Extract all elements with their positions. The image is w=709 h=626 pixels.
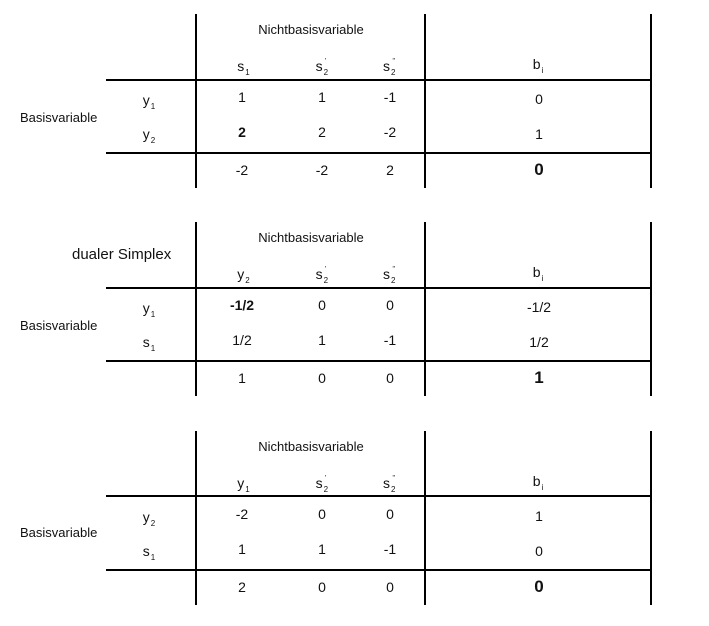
b-header: $b_i$ bbox=[532, 56, 544, 75]
cell-b: 0 bbox=[535, 91, 543, 107]
cell: -1 bbox=[383, 89, 397, 105]
row-group-label: Basisvariable bbox=[20, 110, 98, 125]
row-group-label: Basisvariable bbox=[20, 318, 98, 333]
nonbasic-header: Nichtbasisvariable bbox=[258, 230, 364, 245]
cell: 1/2 bbox=[232, 332, 252, 348]
total-cell: 2 bbox=[238, 579, 246, 595]
row-var-2: $y_2$ bbox=[142, 126, 156, 145]
divider bbox=[424, 14, 426, 188]
simplex-tableau-1 bbox=[0, 14, 709, 204]
divider bbox=[106, 287, 652, 289]
divider bbox=[195, 222, 197, 396]
total-cell: 0 bbox=[386, 579, 394, 595]
cell-b: -1/2 bbox=[526, 299, 552, 315]
total-cell: -2 bbox=[315, 162, 329, 178]
cell: -1 bbox=[383, 332, 397, 348]
cell: 1 bbox=[318, 541, 326, 557]
col-header-3: $s_2^"$ bbox=[383, 266, 396, 285]
row-var-1: $y_2$ bbox=[142, 509, 156, 528]
divider bbox=[650, 14, 652, 188]
col-header-2: $s_2'$ bbox=[315, 475, 329, 494]
row-var-2: $s_1$ bbox=[142, 334, 156, 353]
pivot-cell: -1/2 bbox=[229, 297, 255, 313]
divider bbox=[195, 431, 197, 605]
dualer-simplex-title: dualer Simplex bbox=[72, 246, 172, 263]
col-header-1: $y_2$ bbox=[237, 266, 250, 285]
row-var-1: $y_1$ bbox=[142, 300, 156, 319]
divider bbox=[424, 431, 426, 605]
cell: 0 bbox=[318, 297, 326, 313]
objective-value: 1 bbox=[534, 368, 544, 387]
col-header-2: $s_2'$ bbox=[315, 266, 329, 285]
simplex-tableau-3 bbox=[0, 431, 709, 621]
row-var-1: $y_1$ bbox=[142, 92, 156, 111]
divider bbox=[106, 79, 652, 81]
row-var-2: $s_1$ bbox=[142, 543, 156, 562]
nonbasic-header: Nichtbasisvariable bbox=[258, 439, 364, 454]
cell: 1 bbox=[238, 89, 246, 105]
row-group-label: Basisvariable bbox=[20, 525, 98, 540]
total-cell: 0 bbox=[318, 370, 326, 386]
total-cell: 1 bbox=[238, 370, 246, 386]
cell: -2 bbox=[235, 506, 249, 522]
cell: 1 bbox=[318, 332, 326, 348]
col-header-1: $y_1$ bbox=[237, 475, 250, 494]
divider bbox=[106, 360, 652, 362]
divider bbox=[650, 222, 652, 396]
pivot-cell: 2 bbox=[238, 124, 246, 140]
simplex-tableau-2 bbox=[0, 222, 709, 412]
cell-b: 1/2 bbox=[529, 334, 549, 350]
col-header-1: $s_1$ bbox=[237, 58, 250, 77]
divider bbox=[195, 14, 197, 188]
cell-b: 1 bbox=[535, 126, 543, 142]
cell-b: 1 bbox=[535, 508, 543, 524]
cell: -2 bbox=[383, 124, 397, 140]
nonbasic-header: Nichtbasisvariable bbox=[258, 22, 364, 37]
divider bbox=[106, 569, 652, 571]
col-header-3: $s_2^"$ bbox=[383, 475, 396, 494]
cell: 0 bbox=[386, 297, 394, 313]
total-cell: 0 bbox=[386, 370, 394, 386]
total-cell: 2 bbox=[386, 162, 394, 178]
cell: 0 bbox=[386, 506, 394, 522]
cell: 1 bbox=[238, 541, 246, 557]
divider bbox=[424, 222, 426, 396]
b-header: $b_i$ bbox=[532, 264, 544, 283]
divider bbox=[650, 431, 652, 605]
cell: 0 bbox=[318, 506, 326, 522]
col-header-3: $s_2^"$ bbox=[383, 58, 396, 77]
total-cell: -2 bbox=[235, 162, 249, 178]
divider bbox=[106, 495, 652, 497]
b-header: $b_i$ bbox=[532, 473, 544, 492]
divider bbox=[106, 152, 652, 154]
cell-b: 0 bbox=[535, 543, 543, 559]
objective-value: 0 bbox=[534, 160, 544, 179]
cell: -1 bbox=[383, 541, 397, 557]
objective-value: 0 bbox=[534, 577, 544, 596]
total-cell: 0 bbox=[318, 579, 326, 595]
cell: 1 bbox=[318, 89, 326, 105]
cell: 2 bbox=[318, 124, 326, 140]
col-header-2: $s_2'$ bbox=[315, 58, 329, 77]
